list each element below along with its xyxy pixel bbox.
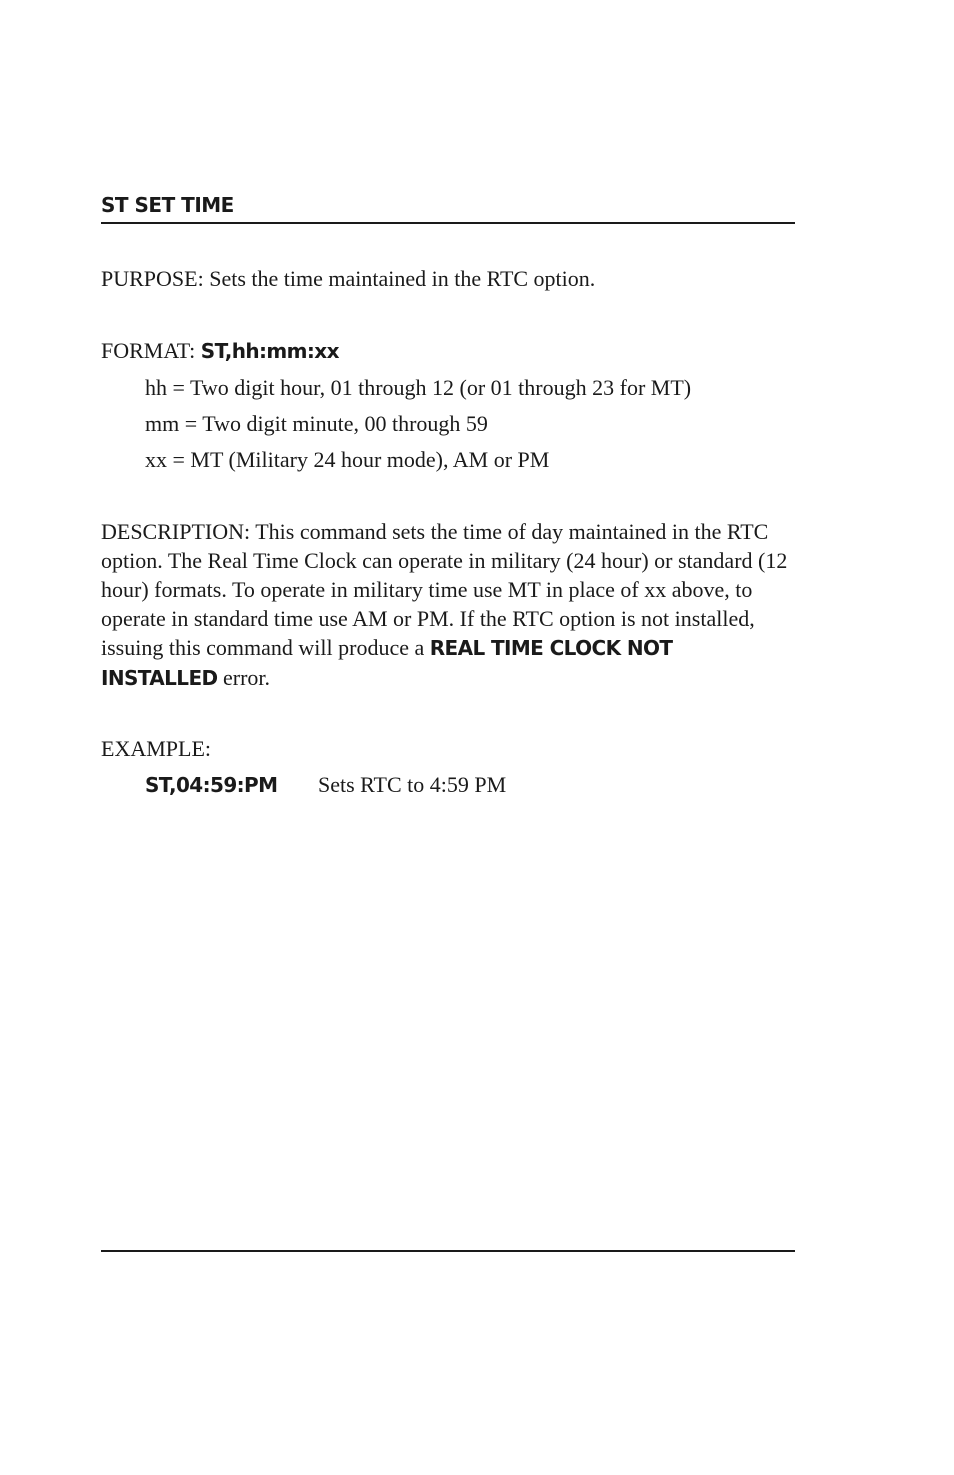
header-rule <box>101 222 795 224</box>
example-label: EXAMPLE: <box>101 736 211 761</box>
format-line <box>101 336 795 366</box>
format-param-mm: mm = Two digit minute, 00 through 59 <box>145 411 488 436</box>
error-name: REAL TIME CLOCK NOT INSTALLED <box>101 636 673 690</box>
purpose-paragraph: PURPOSE: Sets the time maintained in the RTC option. <box>101 266 596 291</box>
manual-page <box>101 0 795 1475</box>
format-param-xx: xx = MT (Military 24 hour mode), AM or PM <box>145 447 550 472</box>
example-row <box>145 770 506 800</box>
example-command: ST,04:59:PM <box>145 773 278 797</box>
example-explanation: Sets RTC to 4:59 PM <box>318 772 507 797</box>
description-text: DESCRIPTION: This command sets the time of day maintained in the RTC option. The Real Time Clock can operate in military (24 hour) or standard (12 hour) formats. To operate in military time use MT in place of xx above, to operate in standard time use AM or PM. If the RTC option is not installed, issuing this command will produce a <box>101 519 788 660</box>
footer-rule <box>101 1250 795 1252</box>
format-command: ST,hh:mm:xx <box>200 339 339 363</box>
format-label: FORMAT: <box>101 338 201 363</box>
description-paragraph <box>101 517 795 693</box>
format-param-hh: hh = Two digit hour, 01 through 12 (or 01 through 23 for MT) <box>145 375 692 400</box>
description-text-end: error. <box>217 665 271 690</box>
section-title: ST SET TIME <box>101 193 234 217</box>
